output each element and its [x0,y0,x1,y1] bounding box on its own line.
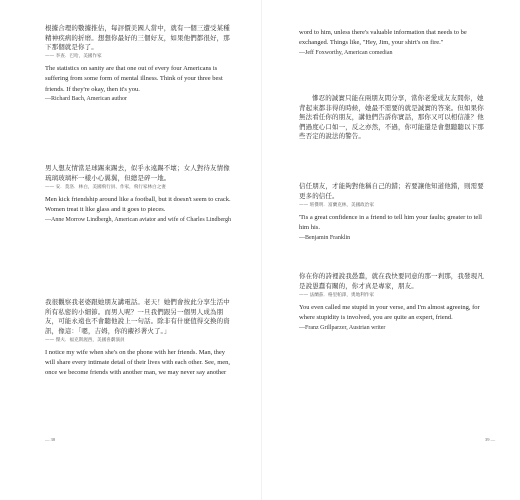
quote-english-text: word to him, unless there's valuable information that needs to be exchanged. Things like, "Hey, Jim, your shirt's on fire." [299,29,467,47]
quote-chinese-text: 信任朋友，才能夠對他稱自己的錯；若要讓他知道他錯，則需要更多的信任。 [299,182,484,200]
editorial-paragraph [299,94,489,142]
quote-english-text: The statistics on sanity are that one out of every four Americans is suffering from some form of mental illness. Think of your three best friends. If they're okay, then it's you. [45,65,223,93]
quote-chinese-text: 男人想友情當足球踢來踢去，似乎永遠踢不壞；女人對待友情像琉璃玻璃杯一樣小心翼翼，但總是碎一地。 [45,164,230,182]
quote-english-text: 'Tis a great confidence in a friend to tell him your faults; greater to tell him his. [299,213,482,231]
quote-english-attribution: —Franz Grillparzer, Austrian writer [299,324,386,331]
quote-chinese-attribution: —— 法蘭茲．格里帕澤，奧地利作家 [299,292,374,298]
quote-chinese-attribution: —— 李查．巴哈，美國作家 [45,54,102,60]
quote-english-attribution: —Benjamin Franklin [299,234,351,241]
quote-english-text: I notice my wife when she's on the phone with her friends. Man, they will share every intimate detail of their lives with each other. See, men, once we become friends with another man, we may never say another [45,348,231,377]
page-number: 39 — [485,437,496,442]
quote-english-text: You even called me stupid in your verse, and I'm almost agreeing, for where stupidity is involved, you are quite an expert, friend. [299,303,480,321]
page-number: — 38 [45,437,56,442]
quote-block [45,298,235,378]
right-page [262,0,520,500]
quote-chinese-text: 我很觀察我老婆跟她朋友講電話。老天！她們會按此分享生活中所有私密的小細節。而男人呢？一旦我們跟另一個男人成為朋友，可能永遠也不會聽他說上一句話。除非有什麼值得交換的資訊，像這：「嗯，吉姆，你的襯衫著火了。」 [45,298,230,335]
quote-english-text: Men kick friendship around like a football, but it doesn't seem to crack. Women treat it like glass and it goes to pieces. [45,195,231,213]
quote-block [45,24,235,104]
quote-chinese-attribution: —— 班傑明．富蘭克林，美國政治家 [299,202,374,208]
quote-english-attribution: —Anne Morrow Lindbergh, American aviator and wife of Charles Lindbergh [45,216,232,223]
quote-block [299,182,489,242]
quote-chinese-text: 根據合理的數據推估，每評價美國人當中，就有一個三遭受某種精神疾病的折磨。想想你最好的三個好友，如果他們都很好，那下那個就是你了。 [45,24,230,52]
quote-chinese-text: 你在你的詩裡說我愚蠢，就在我快要同意的那一剎那，我發現凡是說愚蠢有關的，你才真是專家，朋友。 [299,272,484,290]
quote-block [45,164,235,224]
quote-english-attribution: —Richard Bach, American author [45,96,127,103]
quote-continuation [299,28,489,57]
paragraph-chinese-text: 慘忍的誠實只能在兩朋友間分享，當你老愛成友友間你，她背起來都非得的時候，她最不需要的就是誠實的答案。但如果你無法看任你的朋友，講他們告訴你實話，那你又可以相信誰？他們過度心口如一，反之亦然，不過，你可能還是會想聽聽以下那些否定的說法的警告。 [299,94,484,141]
quote-english-attribution: —Jeff Foxworthy, American comedian [299,49,393,56]
quote-block [299,272,489,332]
quote-chinese-attribution: —— 傑夫．福克斯渥西，美國喜劇演員 [45,337,125,343]
quote-chinese-attribution: —— 安．莫洛．林白，美國飛行員、作家，飛行家林白之妻 [45,184,166,190]
